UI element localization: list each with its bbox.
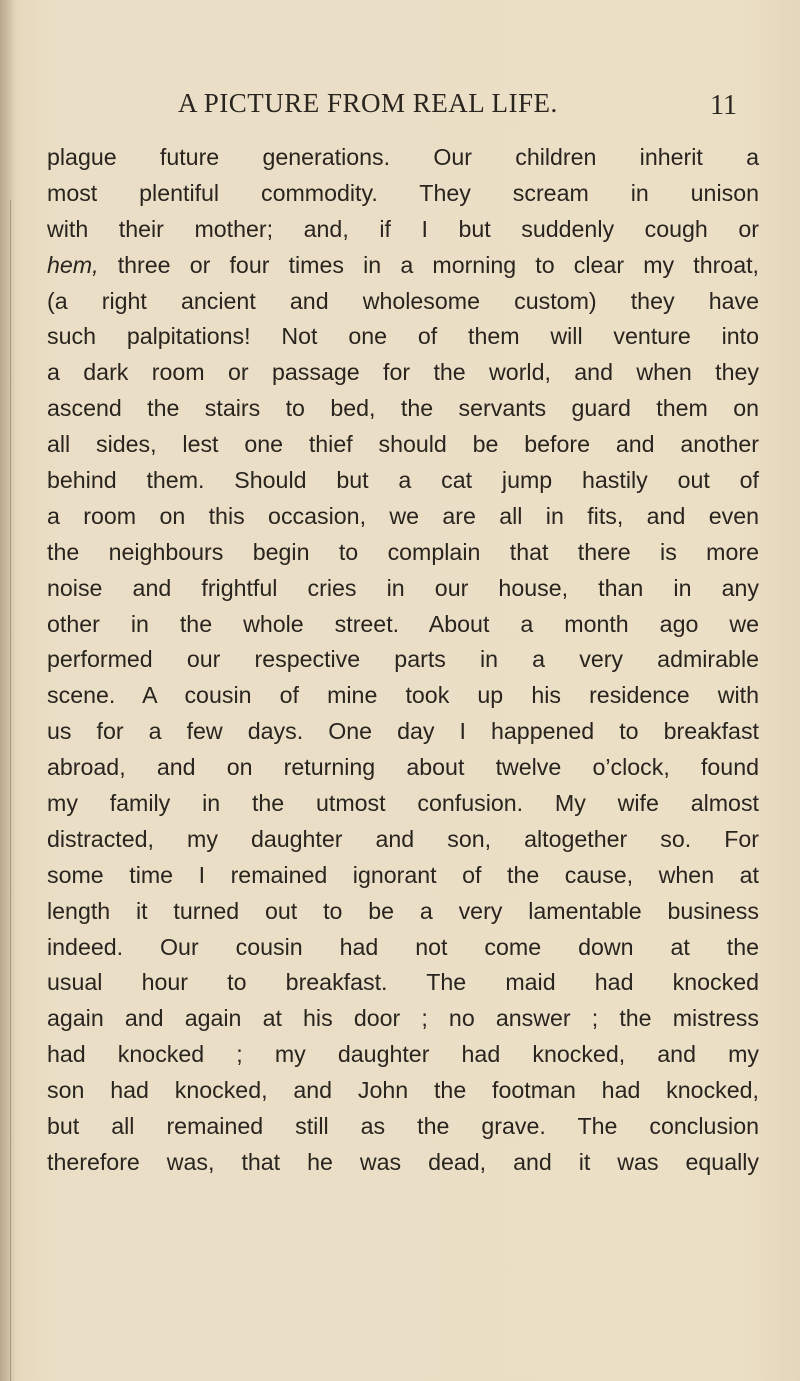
running-title: A PICTURE FROM REAL LIFE. xyxy=(178,88,558,118)
text-line: therefore was, that he was dead, and it was equally xyxy=(47,1148,759,1175)
italic-word: hem, xyxy=(47,251,99,278)
text-line: had knocked ; my daughter had knocked, and my xyxy=(47,1041,759,1068)
text-line: most plentiful commodity. They scream in unison xyxy=(47,179,759,206)
text-line: abroad, and on returning about twelve o’clock, found xyxy=(47,754,759,781)
text-line: again and again at his door ; no answer ; the mistress xyxy=(47,1005,759,1032)
text-line: hem, three or four times in a morning to clear my throat, xyxy=(47,251,759,278)
page-number: 11 xyxy=(710,90,737,121)
text-line: performed our respective parts in a very admirable xyxy=(47,646,759,673)
text-line: scene. A cousin of mine took up his residence with xyxy=(47,682,759,709)
text-line: indeed. Our cousin had not come down at the xyxy=(47,933,759,960)
text-line: a dark room or passage for the world, and when they xyxy=(47,359,759,386)
body-text xyxy=(47,140,759,1181)
text-line: (a right ancient and wholesome custom) they have xyxy=(47,287,759,314)
text-line: ascend the stairs to bed, the servants guard them on xyxy=(47,395,759,422)
text-line: son had knocked, and John the footman had knocked, xyxy=(47,1077,759,1104)
gutter-line xyxy=(10,200,11,1381)
text-line: such palpitations! Not one of them will venture into xyxy=(47,323,759,350)
text-line: a room on this occasion, we are all in fits, and even xyxy=(47,502,759,529)
text-line: all sides, lest one thief should be before and another xyxy=(47,431,759,458)
text-line: distracted, my daughter and son, altogether so. For xyxy=(47,825,759,852)
text-line: us for a few days. One day I happened to breakfast xyxy=(47,718,759,745)
text-line: plague future generations. Our children inherit a xyxy=(47,144,759,170)
text-line: some time I remained ignorant of the cause, when at xyxy=(47,861,759,888)
text-line: other in the whole street. About a month ago we xyxy=(47,610,759,637)
text-line: but all remained still as the grave. The conclusion xyxy=(47,1113,759,1140)
text-line: usual hour to breakfast. The maid had knocked xyxy=(47,969,759,996)
text-line: my family in the utmost confusion. My wife almost xyxy=(47,790,759,817)
text-line: length it turned out to be a very lamentable business xyxy=(47,897,759,924)
text-line: behind them. Should but a cat jump hastily out of xyxy=(47,467,759,494)
text-line: the neighbours begin to complain that there is more xyxy=(47,538,759,565)
text-line: with their mother; and, if I but suddenly cough or xyxy=(47,215,759,242)
text-line: noise and frightful cries in our house, than in any xyxy=(47,574,759,601)
gutter-shadow xyxy=(0,0,16,1381)
page-header xyxy=(0,88,800,128)
